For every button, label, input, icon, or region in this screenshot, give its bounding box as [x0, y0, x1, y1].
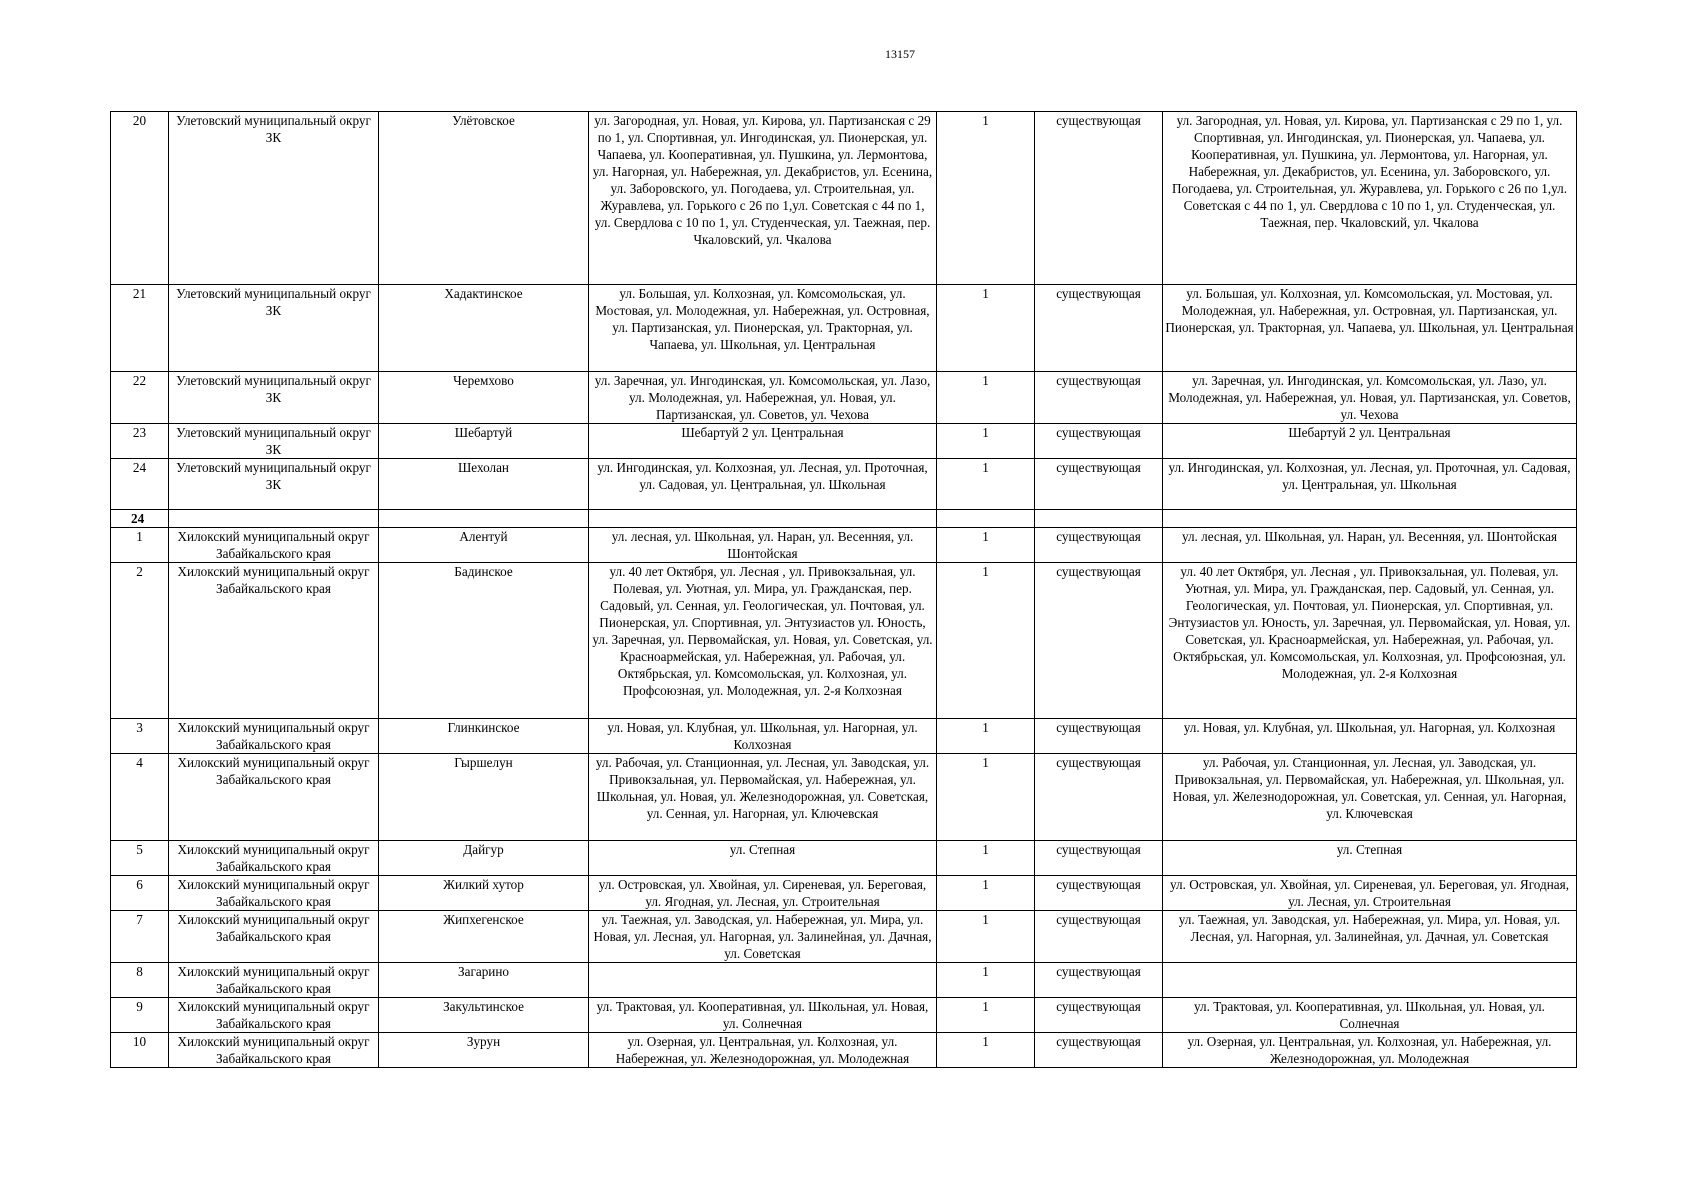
table-row [111, 719, 1577, 754]
row-number: 7 [111, 911, 169, 963]
streets-cell [589, 963, 937, 998]
page-number: 13157 [885, 47, 915, 61]
table-row [111, 911, 1577, 963]
table-row [111, 754, 1577, 841]
status-cell: существующая [1035, 1033, 1163, 1068]
count-cell: 1 [937, 911, 1035, 963]
streets-cell: ул. Новая, ул. Клубная, ул. Школьная, ул. Нагорная, ул. Колхозная [589, 719, 937, 754]
locality-cell: Закультинское [379, 998, 589, 1033]
table-row [111, 963, 1577, 998]
streets-cell: ул. Большая, ул. Колхозная, ул. Комсомольская, ул. Мостовая, ул. Молодежная, ул. Набережная, ул. Островная, ул. Партизанская, ул. Пионерская, ул. Тракторная, ул. Чапаева, ул. Школьная, ул. Центральная [589, 285, 937, 372]
district-cell: Хилокский муниципальный округ Забайкальского края [169, 841, 379, 876]
locality-cell: Шехолан [379, 459, 589, 510]
status-cell: существующая [1035, 841, 1163, 876]
table-row [111, 372, 1577, 424]
locality-cell: Зурун [379, 1033, 589, 1068]
status-cell: существующая [1035, 459, 1163, 510]
streets-duplicate-cell: ул. Загородная, ул. Новая, ул. Кирова, ул. Партизанская с 29 по 1, ул. Спортивная, ул. Ингодинская, ул. Пионерская, ул. Чапаева, ул. Кооперативная, ул. Пушкина, ул. Лермонтова, ул. Нагорная, ул. Набережная, ул. Декабристов, ул. Есенина, ул. Заборовского, ул. Погодаева, ул. Строительная, ул. Журавлева, ул. Горького с 26 по 1,ул. Советская с 44 по 1, ул. Свердлова с 10 по 1, ул. Студенческая, ул. Таежная, пер. Чкаловский, ул. Чкалова [1163, 112, 1577, 285]
streets-duplicate-cell: ул. Ингодинская, ул. Колхозная, ул. Лесная, ул. Проточная, ул. Садовая, ул. Центральная, ул. Школьная [1163, 459, 1577, 510]
streets-duplicate-cell: ул. 40 лет Октября, ул. Лесная , ул. Привокзальная, ул. Полевая, ул. Уютная, ул. Мира, ул. Гражданская, пер. Садовый, ул. Сенная, ул. Геологическая, ул. Почтовая, ул. Пионерская, ул. Спортивная, ул. Энтузиастов ул. Юность, ул. Заречная, ул. Первомайская, ул. Новая, ул. Советская, ул. Красноармейская, ул. Набережная, ул. Рабочая, ул. Октябрьская, ул. Комсомольская, ул. Колхозная, ул. Профсоюзная, ул. Молодежная, ул. 2-я Колхозная [1163, 563, 1577, 719]
count-cell: 1 [937, 528, 1035, 563]
row-number: 4 [111, 754, 169, 841]
row-number: 24 [111, 459, 169, 510]
locality-cell: Бадинское [379, 563, 589, 719]
table-row [111, 1033, 1577, 1068]
table-row [111, 424, 1577, 459]
status-cell: существующая [1035, 424, 1163, 459]
row-number: 21 [111, 285, 169, 372]
locality-cell: Улётовское [379, 112, 589, 285]
locality-cell: Хадактинское [379, 285, 589, 372]
district-cell: Хилокский муниципальный округ Забайкальского края [169, 876, 379, 911]
row-number: 10 [111, 1033, 169, 1068]
locality-cell: Дайгур [379, 841, 589, 876]
locality-cell: Жипхегенское [379, 911, 589, 963]
streets-duplicate-cell: ул. Большая, ул. Колхозная, ул. Комсомольская, ул. Мостовая, ул. Молодежная, ул. Набережная, ул. Островная, ул. Партизанская, ул. Пионерская, ул. Тракторная, ул. Чапаева, ул. Школьная, ул. Центральная [1163, 285, 1577, 372]
row-number: 5 [111, 841, 169, 876]
streets-duplicate-cell: ул. Трактовая, ул. Кооперативная, ул. Школьная, ул. Новая, ул. Солнечная [1163, 998, 1577, 1033]
district-cell: Хилокский муниципальный округ Забайкальского края [169, 1033, 379, 1068]
district-cell: Улетовский муниципальный округ ЗК [169, 112, 379, 285]
table-row [111, 876, 1577, 911]
table-row [111, 285, 1577, 372]
status-cell: существующая [1035, 754, 1163, 841]
table-row [111, 998, 1577, 1033]
status-cell: существующая [1035, 563, 1163, 719]
district-cell: Хилокский муниципальный округ Забайкальского края [169, 998, 379, 1033]
count-cell: 1 [937, 841, 1035, 876]
registry-table [110, 111, 1577, 1068]
count-cell: 1 [937, 372, 1035, 424]
streets-cell: ул. Трактовая, ул. Кооперативная, ул. Школьная, ул. Новая, ул. Солнечная [589, 998, 937, 1033]
streets-cell: ул. Островская, ул. Хвойная, ул. Сиреневая, ул. Береговая, ул. Ягодная, ул. Лесная, ул. Строительная [589, 876, 937, 911]
locality-cell: Черемхово [379, 372, 589, 424]
count-cell: 1 [937, 1033, 1035, 1068]
row-number: 22 [111, 372, 169, 424]
locality-cell: Загарино [379, 963, 589, 998]
streets-duplicate-cell: ул. Рабочая, ул. Станционная, ул. Лесная, ул. Заводская, ул. Привокзальная, ул. Первомайская, ул. Набережная, ул. Школьная, ул. Новая, ул. Железнодорожная, ул. Советская, ул. Сенная, ул. Нагорная, ул. Ключевская [1163, 754, 1577, 841]
status-cell: существующая [1035, 719, 1163, 754]
count-cell: 1 [937, 876, 1035, 911]
streets-duplicate-cell: ул. Таежная, ул. Заводская, ул. Набережная, ул. Мира, ул. Новая, ул. Лесная, ул. Нагорная, ул. Залинейная, ул. Дачная, ул. Советская [1163, 911, 1577, 963]
streets-cell: ул. Таежная, ул. Заводская, ул. Набережная, ул. Мира, ул. Новая, ул. Лесная, ул. Нагорная, ул. Залинейная, ул. Дачная, ул. Советская [589, 911, 937, 963]
row-number: 1 [111, 528, 169, 563]
streets-cell: Шебартуй 2 ул. Центральная [589, 424, 937, 459]
empty-cell [589, 510, 937, 528]
count-cell: 1 [937, 563, 1035, 719]
empty-cell [379, 510, 589, 528]
section-row [111, 510, 1577, 528]
streets-duplicate-cell: ул. Озерная, ул. Центральная, ул. Колхозная, ул. Набережная, ул. Железнодорожная, ул. Молодежная [1163, 1033, 1577, 1068]
locality-cell: Глинкинское [379, 719, 589, 754]
streets-duplicate-cell: ул. Новая, ул. Клубная, ул. Школьная, ул. Нагорная, ул. Колхозная [1163, 719, 1577, 754]
streets-duplicate-cell: ул. Островская, ул. Хвойная, ул. Сиреневая, ул. Береговая, ул. Ягодная, ул. Лесная, ул. Строительная [1163, 876, 1577, 911]
district-cell: Улетовский муниципальный округ ЗК [169, 424, 379, 459]
streets-duplicate-cell: ул. Заречная, ул. Ингодинская, ул. Комсомольская, ул. Лазо, ул. Молодежная, ул. Набережная, ул. Новая, ул. Партизанская, ул. Советов, ул. Чехова [1163, 372, 1577, 424]
count-cell: 1 [937, 424, 1035, 459]
district-cell: Хилокский муниципальный округ Забайкальского края [169, 719, 379, 754]
count-cell: 1 [937, 112, 1035, 285]
locality-cell: Жилкий хутор [379, 876, 589, 911]
district-cell: Хилокский муниципальный округ Забайкальского края [169, 528, 379, 563]
status-cell: существующая [1035, 285, 1163, 372]
district-cell: Улетовский муниципальный округ ЗК [169, 459, 379, 510]
district-cell: Хилокский муниципальный округ Забайкальского края [169, 911, 379, 963]
streets-cell: ул. Заречная, ул. Ингодинская, ул. Комсомольская, ул. Лазо, ул. Молодежная, ул. Набережная, ул. Новая, ул. Партизанская, ул. Советов, ул. Чехова [589, 372, 937, 424]
status-cell: существующая [1035, 528, 1163, 563]
count-cell: 1 [937, 719, 1035, 754]
count-cell: 1 [937, 459, 1035, 510]
empty-cell [1035, 510, 1163, 528]
status-cell: существующая [1035, 998, 1163, 1033]
row-number: 6 [111, 876, 169, 911]
row-number: 20 [111, 112, 169, 285]
streets-cell: ул. Ингодинская, ул. Колхозная, ул. Лесная, ул. Проточная, ул. Садовая, ул. Центральная, ул. Школьная [589, 459, 937, 510]
table-row [111, 459, 1577, 510]
table-row [111, 563, 1577, 719]
table-row [111, 112, 1577, 285]
row-number: 2 [111, 563, 169, 719]
streets-cell: ул. Рабочая, ул. Станционная, ул. Лесная, ул. Заводская, ул. Привокзальная, ул. Первомайская, ул. Набережная, ул. Школьная, ул. Новая, ул. Железнодорожная, ул. Советская, ул. Сенная, ул. Нагорная, ул. Ключевская [589, 754, 937, 841]
section-number: 24 [111, 510, 169, 528]
streets-cell: ул. Степная [589, 841, 937, 876]
count-cell: 1 [937, 754, 1035, 841]
count-cell: 1 [937, 963, 1035, 998]
count-cell: 1 [937, 285, 1035, 372]
locality-cell: Гыршелун [379, 754, 589, 841]
empty-cell [1163, 510, 1577, 528]
streets-duplicate-cell [1163, 963, 1577, 998]
district-cell: Улетовский муниципальный округ ЗК [169, 285, 379, 372]
row-number: 9 [111, 998, 169, 1033]
locality-cell: Алентуй [379, 528, 589, 563]
streets-cell: ул. лесная, ул. Школьная, ул. Наран, ул. Весенняя, ул. Шонтойская [589, 528, 937, 563]
table-row [111, 841, 1577, 876]
row-number: 8 [111, 963, 169, 998]
empty-cell [937, 510, 1035, 528]
district-cell: Хилокский муниципальный округ Забайкальского края [169, 754, 379, 841]
locality-cell: Шебартуй [379, 424, 589, 459]
status-cell: существующая [1035, 963, 1163, 998]
district-cell: Улетовский муниципальный округ ЗК [169, 372, 379, 424]
district-cell: Хилокский муниципальный округ Забайкальского края [169, 963, 379, 998]
count-cell: 1 [937, 998, 1035, 1033]
streets-duplicate-cell: ул. лесная, ул. Школьная, ул. Наран, ул. Весенняя, ул. Шонтойская [1163, 528, 1577, 563]
streets-cell: ул. 40 лет Октября, ул. Лесная , ул. Привокзальная, ул. Полевая, ул. Уютная, ул. Мира, ул. Гражданская, пер. Садовый, ул. Сенная, ул. Геологическая, ул. Почтовая, ул. Пионерская, ул. Спортивная, ул. Энтузиастов ул. Юность, ул. Заречная, ул. Первомайская, ул. Новая, ул. Советская, ул. Красноармейская, ул. Набережная, ул. Рабочая, ул. Октябрьская, ул. Комсомольская, ул. Колхозная, ул. Профсоюзная, ул. Молодежная, ул. 2-я Колхозная [589, 563, 937, 719]
streets-duplicate-cell: ул. Степная [1163, 841, 1577, 876]
status-cell: существующая [1035, 112, 1163, 285]
row-number: 23 [111, 424, 169, 459]
status-cell: существующая [1035, 911, 1163, 963]
status-cell: существующая [1035, 876, 1163, 911]
row-number: 3 [111, 719, 169, 754]
table-row [111, 528, 1577, 563]
streets-duplicate-cell: Шебартуй 2 ул. Центральная [1163, 424, 1577, 459]
streets-cell: ул. Загородная, ул. Новая, ул. Кирова, ул. Партизанская с 29 по 1, ул. Спортивная, ул. Ингодинская, ул. Пионерская, ул. Чапаева, ул. Кооперативная, ул. Пушкина, ул. Лермонтова, ул. Нагорная, ул. Набережная, ул. Декабристов, ул. Есенина, ул. Заборовского, ул. Погодаева, ул. Строительная, ул. Журавлева, ул. Горького с 26 по 1,ул. Советская с 44 по 1, ул. Свердлова с 10 по 1, ул. Студенческая, ул. Таежная, пер. Чкаловский, ул. Чкалова [589, 112, 937, 285]
district-cell: Хилокский муниципальный округ Забайкальского края [169, 563, 379, 719]
streets-cell: ул. Озерная, ул. Центральная, ул. Колхозная, ул. Набережная, ул. Железнодорожная, ул. Молодежная [589, 1033, 937, 1068]
status-cell: существующая [1035, 372, 1163, 424]
empty-cell [169, 510, 379, 528]
